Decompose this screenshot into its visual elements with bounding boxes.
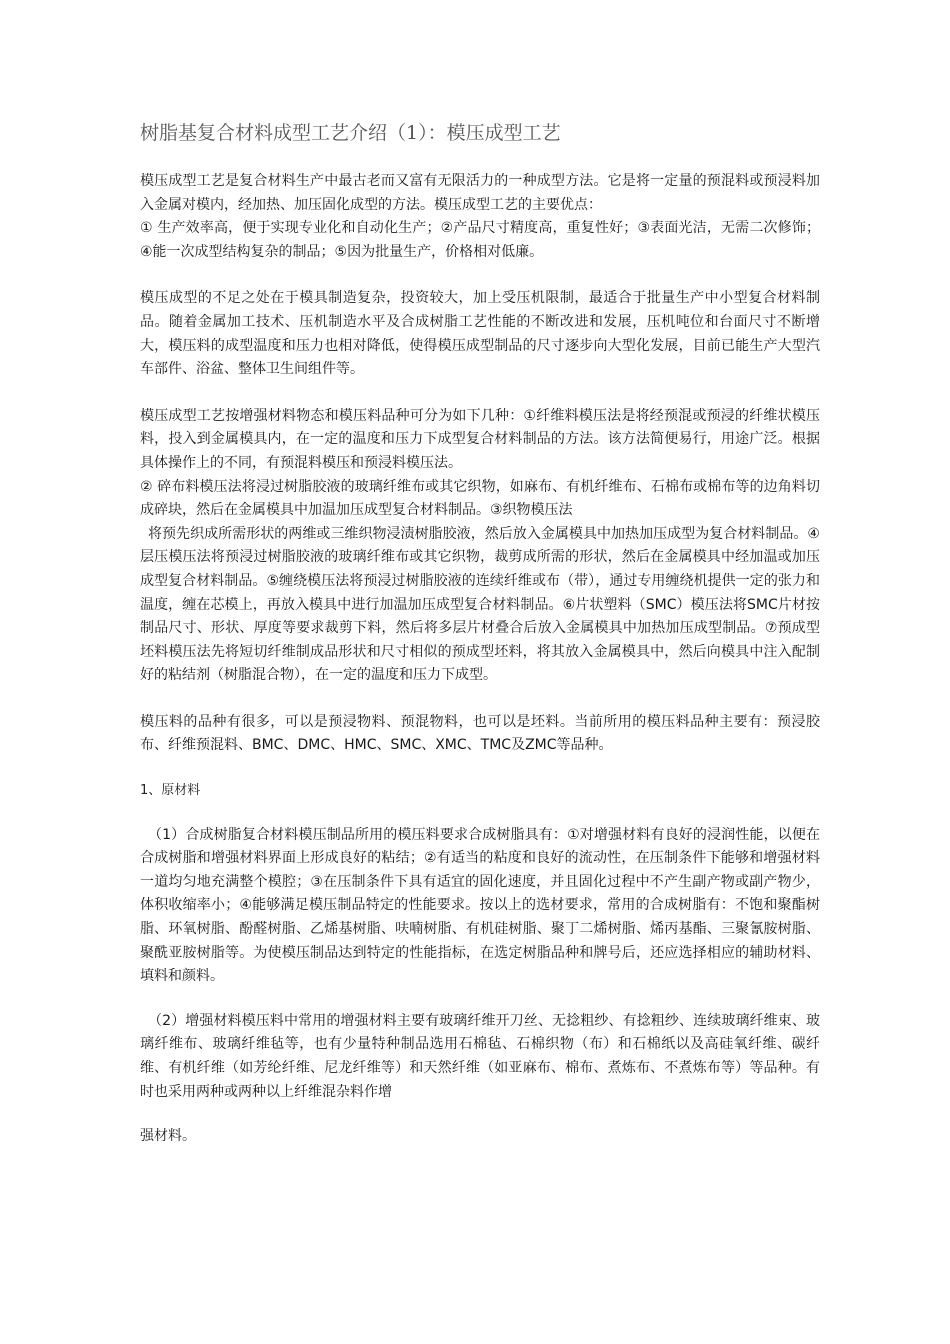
paragraph-resin: （1）合成树脂复合材料模压制品所用的模压料要求合成树脂具有：①对增强材料有良好的浸润性能，以便在合成树脂和增强材料界面上形成良好的粘结；②有适当的粘度和良好的流动性，在压制条件下能够和增强材料一道均匀地充满整个模腔；③在压制条件下具有适宜的固化速度，并且固化过程中不产生副产物或副产物少，体积收缩率小；④能够满足模压制品特定的性能要求。按以上的选材要求，常用的合成树脂有：不饱和聚酯树脂、环氧树脂、酚醛树脂、乙烯基树脂、呋喃树脂、有机硅树脂、聚丁二烯树脂、烯丙基酯、三聚氰胺树脂、聚酰亚胺树脂等。为使模压制品达到特定的性能指标，在选定树脂品种和牌号后，还应选择相应的辅助材料、填料和颜料。 — [140, 826, 820, 985]
section-heading-raw-materials: 1、原材料 — [140, 783, 201, 799]
document-page — [140, 118, 820, 1149]
paragraph-reinforcement-end: 强材料。 — [140, 1128, 196, 1145]
paragraph-compound-types: 模压料的品种有很多，可以是预浸物料、预混物料，也可以是坯料。当前所用的模压料品种主要有：预浸胶布、纤维预混料、BMC、DMC、HMC、SMC、XMC、TMC及ZMC等品种。 — [140, 713, 820, 754]
paragraph-reinforcement: （2）增强材料模压料中常用的增强材料主要有玻璃纤维开刀丝、无捻粗纱、有捻粗纱、连续玻璃纤维束、玻璃纤维布、玻璃纤维毡等，也有少量特种制品选用石棉毡、石棉织物（布）和石棉纸以及高硅氧纤维、碳纤维、有机纤维（如芳纶纤维、尼龙纤维等）和天然纤维（如亚麻布、棉布、煮炼布、不煮炼布等）等品种。有时也采用两种或两种以上纤维混杂料作增 — [140, 1012, 820, 1100]
paragraph-advantages: ① 生产效率高，便于实现专业化和自动化生产；②产品尺寸精度高，重复性好；③表面光洁，无需二次修饰；④能一次成型结构复杂的制品；⑤因为批量生产，价格相对低廉。 — [140, 220, 820, 260]
document-title: 树脂基复合材料成型工艺介绍（1）：模压成型工艺 — [140, 122, 561, 144]
paragraph-methods-2: ② 碎布料模压法将浸过树脂胶液的玻璃纤维布或其它织物，如麻布、有机纤维布、石棉布或棉布等的边角料切成碎块，然后在金属模具中加温加压成型复合材料制品。③织物模压法 — [140, 478, 820, 519]
paragraph-methods: 模压成型工艺按增强材料物态和模压料品种可分为如下几种：①纤维料模压法是将经预混或预浸的纤维状模压料，投入到金属模具内，在一定的温度和压力下成型复合材料制品的方法。该方法简便易行，用途广泛。根据具体操作上的不同，有预混料模压和预浸料模压法。 — [140, 407, 820, 471]
paragraph-drawbacks: 模压成型的不足之处在于模具制造复杂，投资较大，加上受压机限制，最适合于批量生产中小型复合材料制品。随着金属加工技术、压机制造水平及合成树脂工艺性能的不断改进和发展，压机吨位和台面尺寸不断增大，模压料的成型温度和压力也相对降低，使得模压成型制品的尺寸逐步向大型化发展，目前已能生产大型汽车部件、浴盆、整体卫生间组件等。 — [140, 290, 820, 378]
paragraph-methods-3: 将预先织成所需形状的两维或三维织物浸渍树脂胶液，然后放入金属模具中加热加压成型为复合材料制品。④层压模压法将预浸过树脂胶液的玻璃纤维布或其它织物，裁剪成所需的形状，然后在金属模具中经加温或加压成型复合材料制品。⑤缠绕模压法将预浸过树脂胶液的连续纤维或布（带），通过专用缠绕机提供一定的张力和温度，缠在芯模上，再放入模具中进行加温加压成型复合材料制品。⑥片状塑料（SMC）模压法将SMC片材按制品尺寸、形状、厚度等要求裁剪下料，然后将多层片材叠合后放入金属模具中加热加压成型制品。⑦预成型坯料模压法先将短切纤维制成品形状和尺寸相似的预成型坯料，将其放入金属模具中，然后向模具中注入配制好的粘结剂（树脂混合物），在一定的温度和压力下成型。 — [140, 525, 820, 684]
paragraph-intro: 模压成型工艺是复合材料生产中最古老而又富有无限活力的一种成型方法。它是将一定量的预混料或预浸料加入金属对模内，经加热、加压固化成型的方法。模压成型工艺的主要优点： — [140, 173, 820, 213]
